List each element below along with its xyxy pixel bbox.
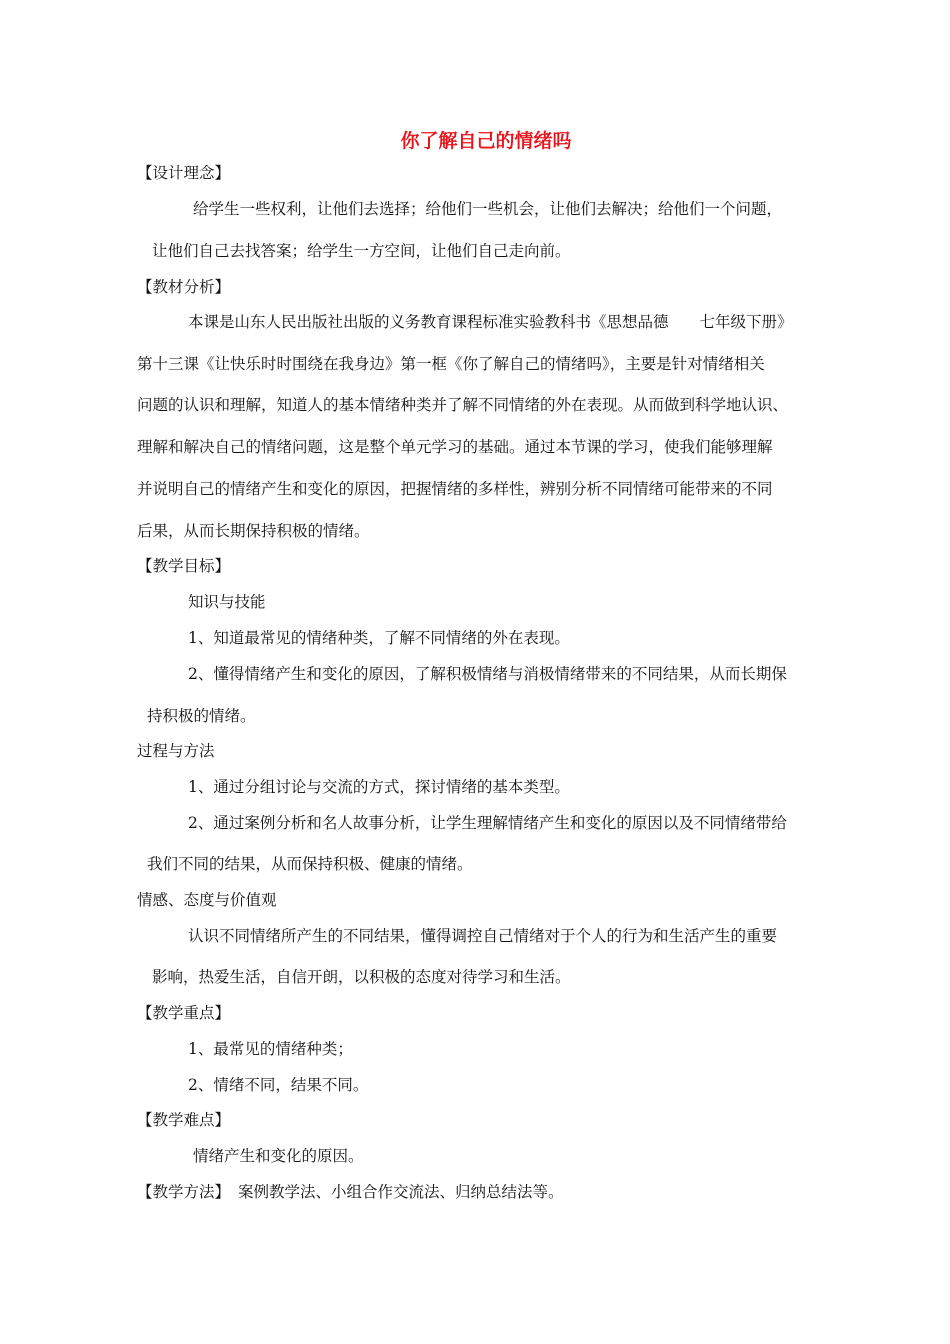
process-item: 1、通过分组讨论与交流的方式，探讨情绪的基本类型。 [188,778,570,796]
textbook-analysis-line: 并说明自己的情绪产生和变化的原因，把握情绪的多样性，辨别分析不同情绪可能带来的不同 [137,480,773,498]
methods-line [137,1182,564,1202]
design-concept-heading: 【设计理念】 [137,164,231,182]
design-concept-line: 让他们自己去找答案；给学生一方空间，让他们自己走向前。 [152,242,571,260]
emotion-item: 认识不同情绪所产生的不同结果，懂得调控自己情绪对于个人的行为和生活产生的重要 [188,927,778,945]
emotion-item: 影响，热爱生活，自信开朗，以积极的态度对待学习和生活。 [152,968,571,986]
textbook-analysis-line: 理解和解决自己的情绪问题，这是整个单元学习的基础。通过本节课的学习，使我们能够理解 [137,438,773,456]
methods-heading: 【教学方法】 [137,1183,231,1201]
key-point-item: 1、最常见的情绪种类； [188,1040,353,1058]
textbook-analysis-line: 问题的认识和理解，知道人的基本情绪种类并了解不同情绪的外在表现。从而做到科学地认识、 [137,396,789,414]
textbook-analysis-line: 后果，从而长期保持积极的情绪。 [137,522,370,540]
key-points-heading: 【教学重点】 [137,1004,231,1022]
teaching-goals-heading: 【教学目标】 [137,557,231,575]
knowledge-skills-label: 知识与技能 [188,593,266,611]
process-item: 2、通过案例分析和名人故事分析，让学生理解情绪产生和变化的原因以及不同情绪带给 [188,814,787,832]
design-concept-line: 给学生一些权利，让他们去选择；给他们一些机会，让他们去解决；给他们一个问题， [193,200,783,218]
methods-text: 案例教学法、小组合作交流法、归纳总结法等。 [238,1183,564,1201]
knowledge-item: 2、懂得情绪产生和变化的原因，了解积极情绪与消极情绪带来的不同结果，从而长期保 [188,665,787,683]
textbook-analysis-line: 第十三课《让快乐时时围绕在我身边》第一框《你了解自己的情绪吗》，主要是针对情绪相关 [137,355,765,373]
process-method-label: 过程与方法 [137,742,215,760]
knowledge-item: 持积极的情绪。 [147,707,256,725]
textbook-analysis-line: 本课是山东人民出版社出版的义务教育课程标准实验教科书《思想品德 七年级下册》 [188,313,793,331]
emotion-attitude-label: 情感、态度与价值观 [137,891,277,909]
document-title: 你了解自己的情绪吗 [400,130,572,152]
knowledge-item: 1、知道最常见的情绪种类，了解不同情绪的外在表现。 [188,629,570,647]
difficulty-item: 情绪产生和变化的原因。 [193,1147,364,1165]
difficulties-heading: 【教学难点】 [137,1111,231,1129]
key-point-item: 2、情绪不同，结果不同。 [188,1076,369,1094]
process-item: 我们不同的结果，从而保持积极、健康的情绪。 [147,855,473,873]
textbook-analysis-heading: 【教材分析】 [137,278,231,296]
